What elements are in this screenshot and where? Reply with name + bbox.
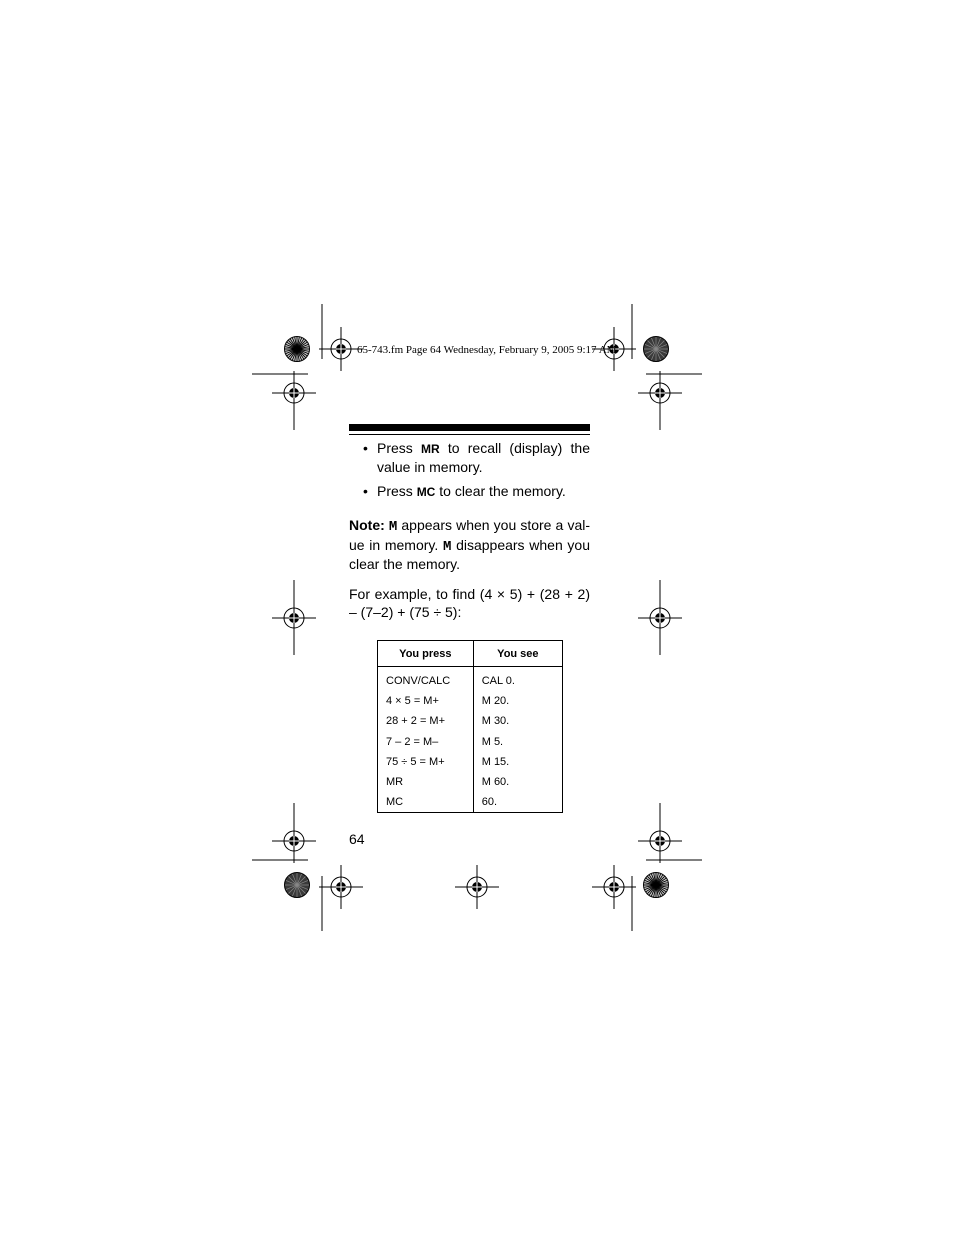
- file-slug: 65-743.fm Page 64 Wednesday, February 9, 2005 9:17 AM: [357, 344, 617, 356]
- header-rule-thin: [349, 434, 590, 435]
- cell-press: MR: [378, 772, 474, 792]
- table-row: [378, 667, 563, 692]
- cell-see: M 30.: [473, 711, 562, 731]
- bullet-suffix: to clear the memory.: [435, 483, 566, 499]
- cell-see: CAL 0.: [473, 667, 562, 692]
- header-you-press: You press: [378, 641, 474, 667]
- bullet-dot: •: [363, 440, 368, 456]
- cell-see: M 20.: [473, 691, 562, 711]
- table-row: [378, 691, 563, 711]
- memory-indicator-symbol: M: [388, 519, 398, 535]
- memory-indicator-symbol: M: [442, 538, 452, 555]
- header-you-see: You see: [473, 641, 562, 667]
- note-paragraph: [349, 517, 590, 574]
- cell-see: 60.: [473, 792, 562, 813]
- bullet-text: [377, 483, 590, 502]
- cell-press: 75 ÷ 5 = M+: [378, 752, 474, 772]
- key-mr: MR: [421, 442, 440, 456]
- cell-press: CONV/CALC: [378, 667, 474, 692]
- cell-press: MC: [378, 792, 474, 813]
- cell-press: 28 + 2 = M+: [378, 711, 474, 731]
- bullet-prefix: Press: [377, 440, 421, 456]
- note-text-1: appears when you store a val- ue in memory.: [349, 517, 590, 553]
- header-rule-thick: [349, 424, 590, 431]
- bullet-dot: •: [363, 483, 368, 499]
- keystroke-table: [377, 640, 563, 813]
- bullet-prefix: Press: [377, 483, 417, 499]
- table-header-row: [378, 641, 563, 667]
- example-paragraph: For example, to find (4 × 5) + (28 + 2) – (7–2) + (75 ÷ 5):: [349, 586, 590, 620]
- bullet-text: [377, 440, 590, 476]
- table-row: [378, 732, 563, 752]
- table-row: [378, 772, 563, 792]
- bullet-suffix: to recall (display) the value in memory.: [377, 440, 590, 475]
- note-text-2: disappears when you clear the memory.: [349, 536, 590, 572]
- table-row: [378, 792, 563, 813]
- note-label: Note:: [349, 517, 385, 533]
- cell-see: M 5.: [473, 732, 562, 752]
- cell-see: M 60.: [473, 772, 562, 792]
- cell-press: 4 × 5 = M+: [378, 691, 474, 711]
- table-row: [378, 711, 563, 731]
- cell-see: M 15.: [473, 752, 562, 772]
- bullet-clear-memory: [363, 483, 590, 502]
- bullet-recall-memory: [363, 440, 590, 476]
- table-row: [378, 752, 563, 772]
- page-number: 64: [349, 831, 365, 847]
- key-mc: MC: [416, 485, 436, 499]
- cell-press: 7 – 2 = M–: [378, 732, 474, 752]
